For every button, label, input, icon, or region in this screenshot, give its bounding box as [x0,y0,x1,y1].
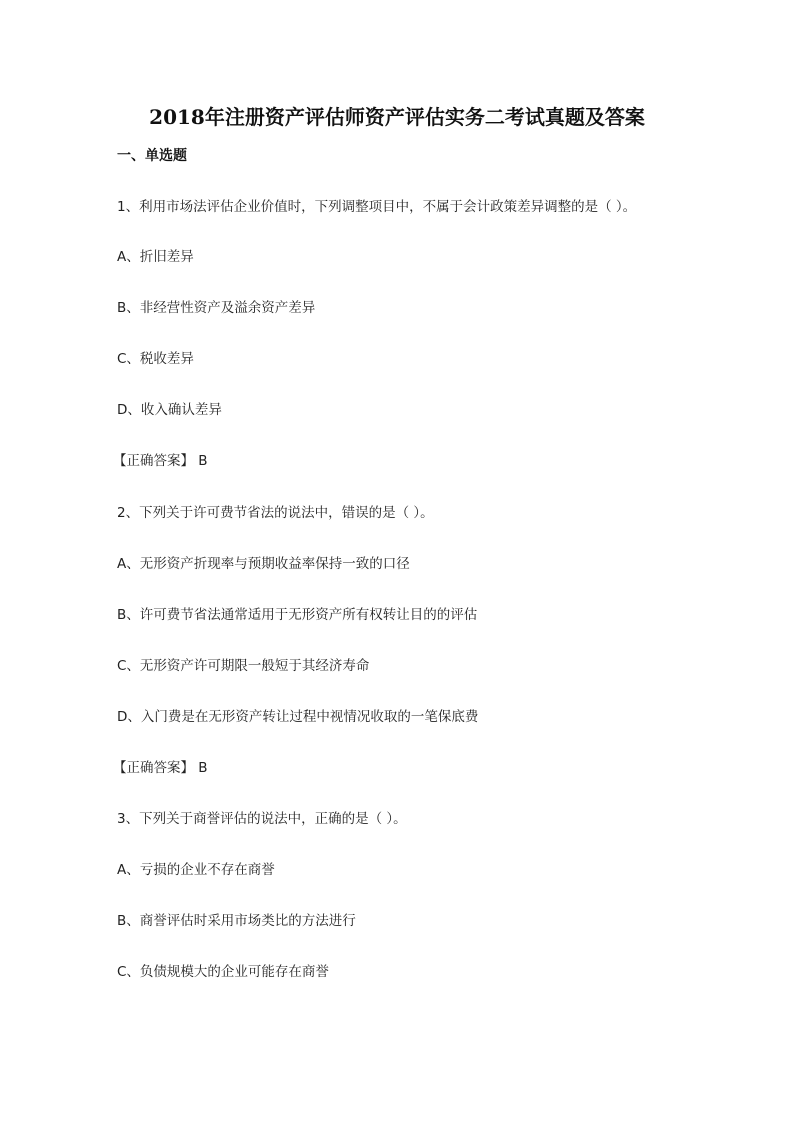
question-3-option-c: C、负债规模大的企业可能存在商誉 [117,964,329,980]
question-3-stem: 3、下列关于商誉评估的说法中，正确的是（ ）。 [117,811,407,827]
question-2-option-c: C、无形资产许可期限一般短于其经济寿命 [117,658,370,674]
question-2-stem: 2、下列关于许可费节省法的说法中，错误的是（ ）。 [117,505,434,521]
question-1-stem: 1、利用市场法评估企业价值时，下列调整项目中，不属于会计政策差异调整的是（ ）。 [117,199,637,215]
question-1-option-b: B、非经营性资产及溢余资产差异 [117,300,316,316]
question-3-option-a: A、亏损的企业不存在商誉 [117,862,275,878]
question-2-option-d: D、入门费是在无形资产转让过程中视情况收取的一笔保底费 [117,709,479,725]
question-2-option-b: B、许可费节省法通常适用于无形资产所有权转让目的的评估 [117,607,478,623]
question-1-answer: 【正确答案】 B [113,453,208,469]
question-1-option-d: D、收入确认差异 [117,402,222,418]
question-2-answer: 【正确答案】 B [113,760,208,776]
document-title: 2018年注册资产评估师资产评估实务二考试真题及答案 [149,105,645,129]
question-2-option-a: A、无形资产折现率与预期收益率保持一致的口径 [117,556,410,572]
question-3-option-b: B、商誉评估时采用市场类比的方法进行 [117,913,356,929]
section-heading: 一、单选题 [117,148,187,164]
question-1-option-a: A、折旧差异 [117,249,194,265]
question-1-option-c: C、税收差异 [117,351,194,367]
